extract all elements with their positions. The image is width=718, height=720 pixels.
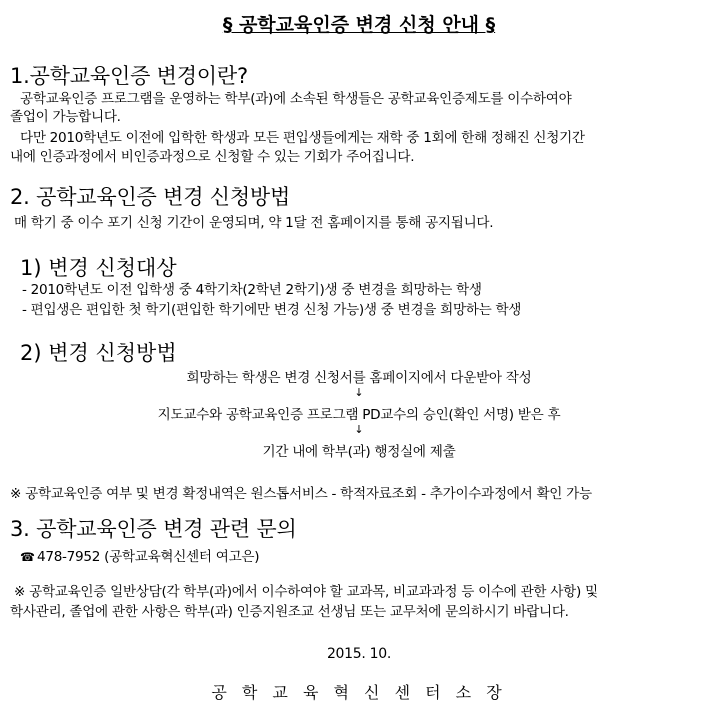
inquiry-note-line2: 학사관리, 졸업에 관한 사항은 학부(과) 인증지원조교 선생님 또는 교무처에 문의하시기 바랍니다. (10, 604, 569, 620)
section1-line1: 공학교육인증 프로그램을 운영하는 학부(과)에 소속된 학생들은 공학교육인증제도를 이수하여야 (20, 91, 572, 107)
subsection-method-heading: 2) 변경 신청방법 (20, 341, 177, 365)
section2-heading: 2. 공학교육인증 변경 신청방법 (10, 185, 291, 209)
method-step-2: 지도교수와 공학교육인증 프로그램 PD교수의 승인(확인 서명) 받은 후 (157, 407, 561, 423)
section1-heading: 1.공학교육인증 변경이란? (10, 64, 248, 88)
method-step-3: 기간 내에 학부(과) 행정실에 제출 (262, 444, 456, 460)
method-step-1: 희망하는 학생은 변경 신청서를 홈페이지에서 다운받아 작성 (186, 370, 532, 386)
confirm-note: ※ 공학교육인증 여부 및 변경 확정내역은 원스톱서비스 - 학적자료조회 - 추가이수과정에서 확인 가능 (10, 486, 592, 502)
inquiry-note-line1: ※ 공학교육인증 일반상담(각 학부(과)에서 이수하여야 할 교과목, 비교과과정 등 이수에 관한 사항) 및 (14, 584, 598, 600)
target-item-2: - 편입생은 편입한 첫 학기(편입한 학기에만 변경 신청 가능)생 중 변경을 희망하는 학생 (22, 302, 522, 318)
contact-phone: 478-7952 (공학교육혁신센터 여고은) (37, 549, 260, 565)
section1-line4: 내에 인증과정에서 비인증과정으로 신청할 수 있는 기회가 주어집니다. (10, 149, 415, 165)
section1-line3: 다만 2010학년도 이전에 입학한 학생과 모든 편입생들에게는 재학 중 1회에 한해 정해진 신청기간 (20, 130, 585, 146)
subsection-target-heading: 1) 변경 신청대상 (20, 256, 177, 280)
page-title: § 공학교육인증 변경 신청 안내 § (222, 14, 496, 36)
section2-intro: 매 학기 중 이수 포기 신청 기간이 운영되며, 약 1달 전 홈페이지를 통해 공지됩니다. (14, 215, 494, 231)
down-arrow-icon: ↓ (354, 386, 364, 399)
down-arrow-icon: ↓ (354, 423, 364, 436)
phone-icon: ☎ (20, 550, 35, 564)
section3-heading: 3. 공학교육인증 변경 관련 문의 (10, 517, 297, 541)
section1-line2: 졸업이 가능합니다. (10, 109, 121, 125)
notice-date: 2015. 10. (326, 646, 392, 662)
target-item-1: - 2010학년도 이전 입학생 중 4학기차(2학년 2학기)생 중 변경을 희망하는 학생 (22, 282, 482, 298)
contact-phone-line (20, 545, 259, 565)
issuer-signature: 공 학 교 육 혁 신 센 터 소 장 (211, 683, 507, 702)
